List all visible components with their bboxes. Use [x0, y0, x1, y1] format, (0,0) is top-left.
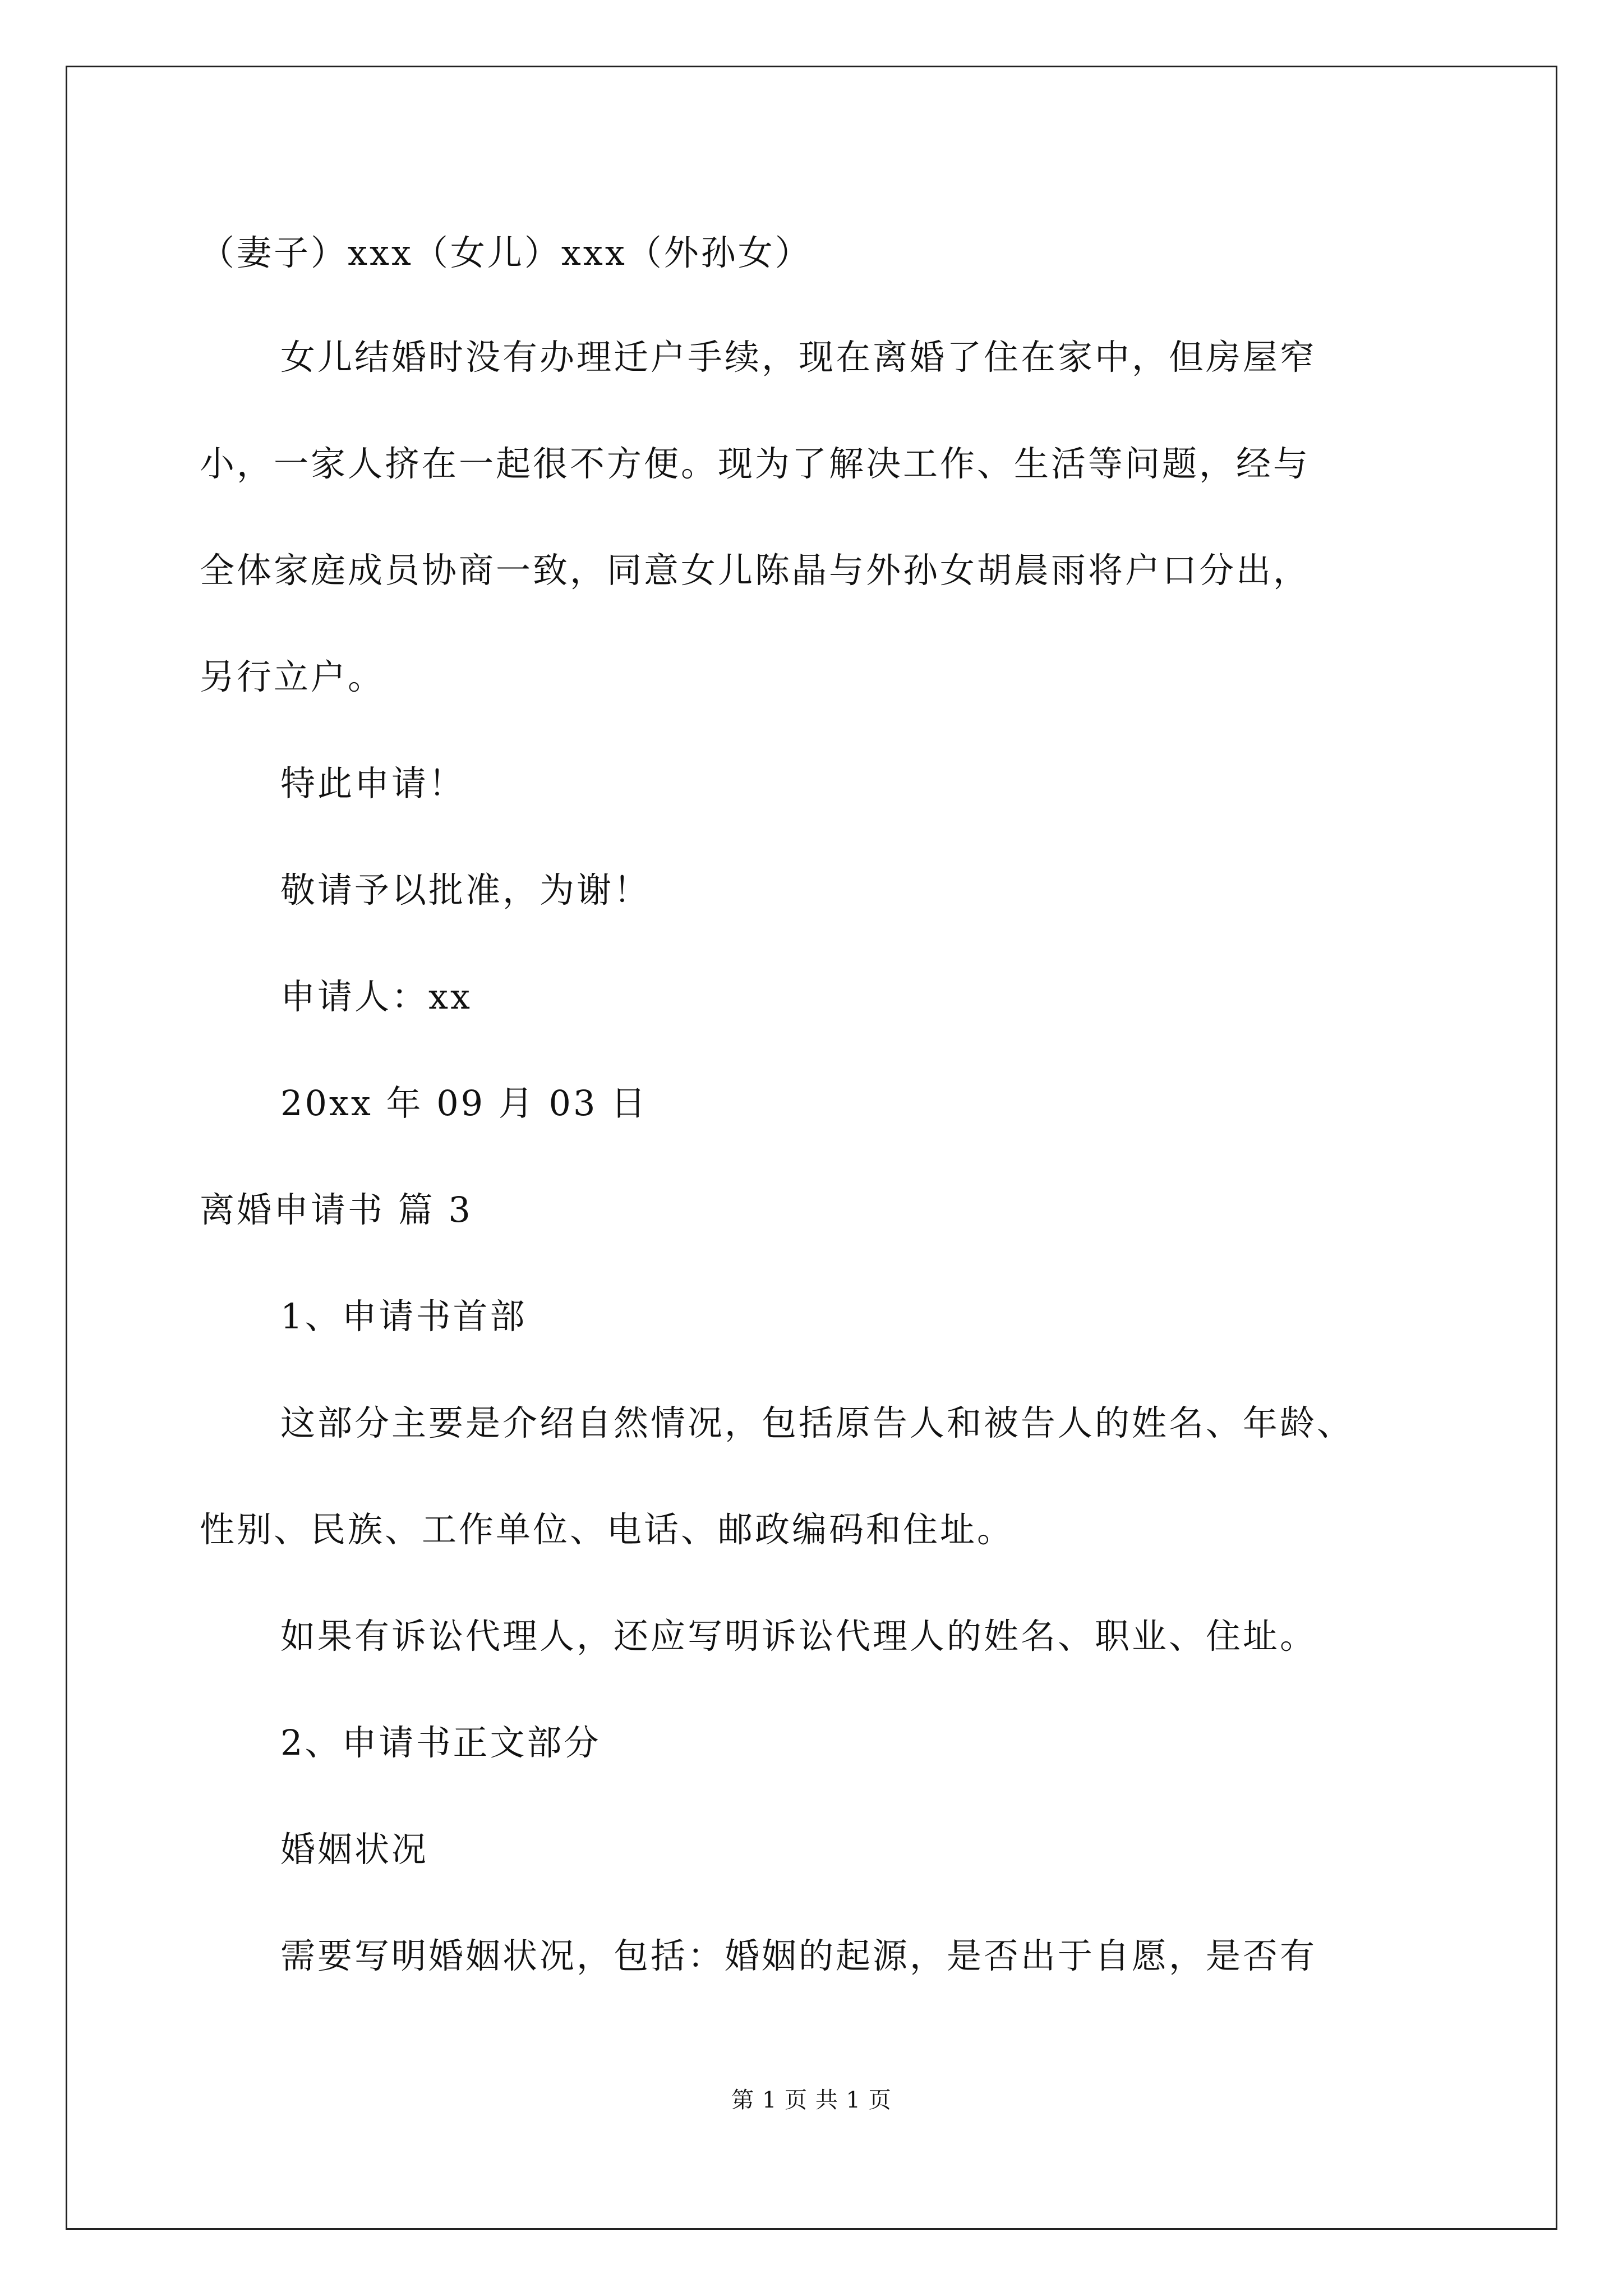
- paragraph-line: 这部分主要是介绍自然情况，包括原告人和被告人的姓名、年龄、: [280, 1402, 1354, 1443]
- paragraph-line: 全体家庭成员协商一致，同意女儿陈晶与外孙女胡晨雨将户口分出，: [200, 550, 1311, 591]
- closing-line: 敬请予以批准，为谢！: [280, 869, 651, 910]
- paragraph-line: 另行立户。: [200, 656, 385, 697]
- paragraph-line: 小，一家人挤在一起很不方便。现为了解决工作、生活等问题，经与: [200, 443, 1311, 484]
- paragraph-line: 需要写明婚姻状况，包括：婚姻的起源，是否出于自愿，是否有: [280, 1935, 1317, 1976]
- closing-line: 特此申请！: [280, 763, 466, 804]
- subheading: 2、申请书正文部分: [280, 1722, 601, 1763]
- paragraph-line: 女儿结婚时没有办理迁户手续，现在离婚了住在家中，但房屋窄: [280, 337, 1317, 378]
- page-footer: 第 1 页 共 1 页: [731, 2087, 892, 2113]
- subheading: 1、申请书首部: [280, 1296, 527, 1337]
- date-line: 20xx 年 09 月 03 日: [280, 1083, 648, 1124]
- paragraph-line: 如果有诉讼代理人，还应写明诉讼代理人的姓名、职业、住址。: [280, 1616, 1317, 1657]
- page-border: [66, 66, 1557, 2230]
- paragraph-line: 性别、民族、工作单位、电话、邮政编码和住址。: [200, 1509, 1015, 1550]
- section-title: 离婚申请书 篇 3: [200, 1189, 473, 1230]
- family-members-line: （妻子）xxx（女儿）xxx（外孙女）: [200, 232, 812, 273]
- subheading: 婚姻状况: [280, 1829, 429, 1870]
- applicant-line: 申请人：xx: [280, 976, 472, 1017]
